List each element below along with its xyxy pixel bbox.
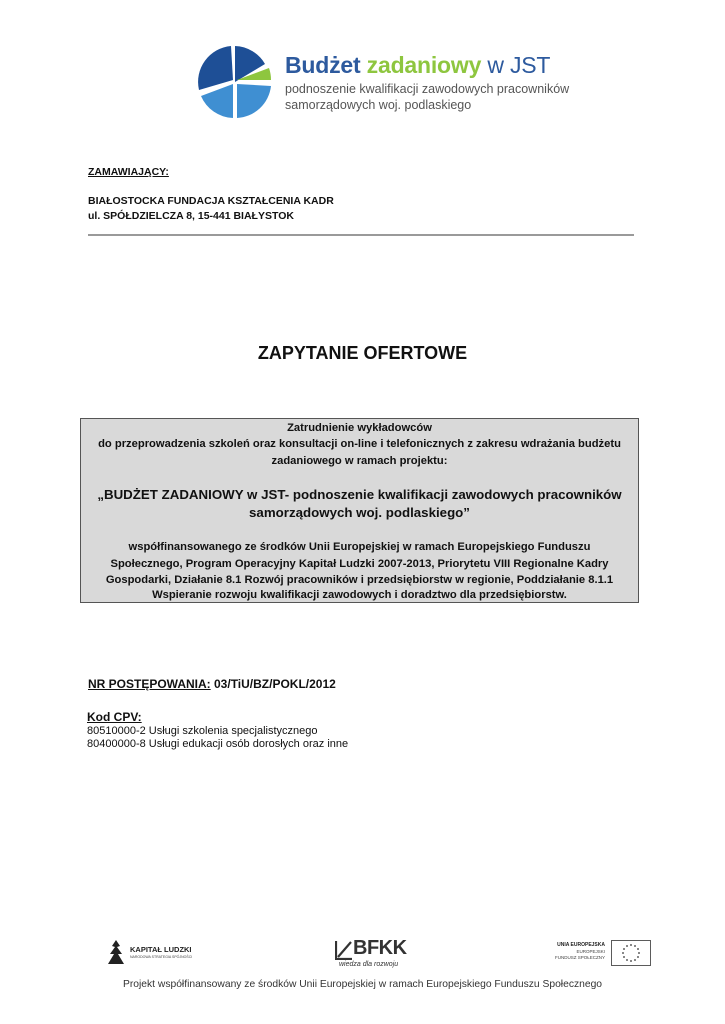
kl-logo-text: KAPITAŁ LUDZKI	[130, 945, 192, 954]
bfkk-logo	[335, 938, 415, 974]
logo-subtitle-line1: podnoszenie kwalifikacji zawodowych pracowników	[285, 82, 570, 96]
kapital-ludzki-logo	[106, 938, 206, 968]
project-name-line2: samorządowych woj. podlaskiego”	[249, 505, 470, 520]
project-name-line1: „BUDŻET ZADANIOWY w JST- podnoszenie kwalifikacji zawodowych pracowników	[97, 487, 622, 502]
logo-title-part1: Budżet	[285, 52, 361, 78]
logo-title-part3: w JST	[487, 52, 551, 78]
project-logo	[195, 42, 570, 122]
footer-text: Projekt współfinansowany ze środków Unii Europejskiej w ramach Europejskiego Funduszu Społecznego	[122, 979, 603, 990]
bfkk-emblem-icon	[335, 940, 353, 960]
info-box-line2: do przeprowadzenia szkoleń oraz konsultacji on-line i telefonicznych z zakresu wdrażania budżetu	[98, 438, 621, 450]
eu-flag-icon	[611, 940, 651, 966]
procedure-value: 03/TiU/BZ/POKL/2012	[210, 677, 336, 691]
logo-title	[285, 52, 550, 79]
kl-logo-subtext: NARODOWA STRATEGIA SPÓJNOŚCI	[130, 955, 193, 959]
bfkk-tagline: wiedza dla rozwoju	[339, 961, 399, 968]
funding-line1: współfinansowanego ze środków Unii Europejskiej w ramach Europejskiego Funduszu	[128, 541, 591, 553]
orderer-name: BIAŁOSTOCKA FUNDACJA KSZTAŁCENIA KADR	[88, 195, 334, 207]
funding-line4: Wspieranie rozwoju kwalifikacji zawodowych i doradztwo dla przedsiębiorstw.	[152, 589, 567, 601]
eu-logo	[556, 940, 651, 968]
cpv-label: Kod CPV:	[87, 710, 142, 724]
funding-line2: Społecznego, Program Operacyjny Kapitał Ludzki 2007-2013, Priorytetu VIII Regionalne Kadry	[110, 558, 609, 570]
cpv-item: 80510000-2 Usługi szkolenia specjalistycznego	[87, 725, 318, 737]
eu-logo-line3: FUNDUSZ SPOŁECZNY	[554, 955, 605, 960]
document-title: ZAPYTANIE OFERTOWE	[257, 343, 468, 363]
procedure-label: NR POSTĘPOWANIA:	[88, 677, 211, 691]
info-box	[80, 418, 639, 603]
procedure-number	[88, 677, 336, 691]
info-box-line3: zadaniowego w ramach projektu:	[271, 455, 448, 467]
logo-title-part2: zadaniowy	[366, 52, 482, 78]
pie-logo-icon	[195, 42, 275, 122]
logo-subtitle-line2: samorządowych woj. podlaskiego	[285, 98, 472, 112]
kapital-ludzki-emblem-icon	[106, 938, 126, 966]
eu-logo-line1: UNIA EUROPEJSKA	[557, 942, 605, 948]
bfkk-logo-text: BFKK	[353, 937, 407, 959]
orderer-label: ZAMAWIAJĄCY:	[88, 166, 169, 178]
eu-logo-line2: EUROPEJSKI	[576, 949, 605, 954]
info-box-line1: Zatrudnienie wykładowców	[287, 422, 432, 434]
funding-line3: Gospodarki, Działanie 8.1 Rozwój pracowników i przedsiębiorstw w regionie, Poddziałanie 8.1.1	[105, 574, 614, 586]
orderer-address: ul. SPÓŁDZIELCZA 8, 15-441 BIAŁYSTOK	[88, 210, 294, 222]
header-divider	[88, 234, 634, 236]
cpv-item: 80400000-8 Usługi edukacji osób dorosłych oraz inne	[87, 738, 349, 750]
